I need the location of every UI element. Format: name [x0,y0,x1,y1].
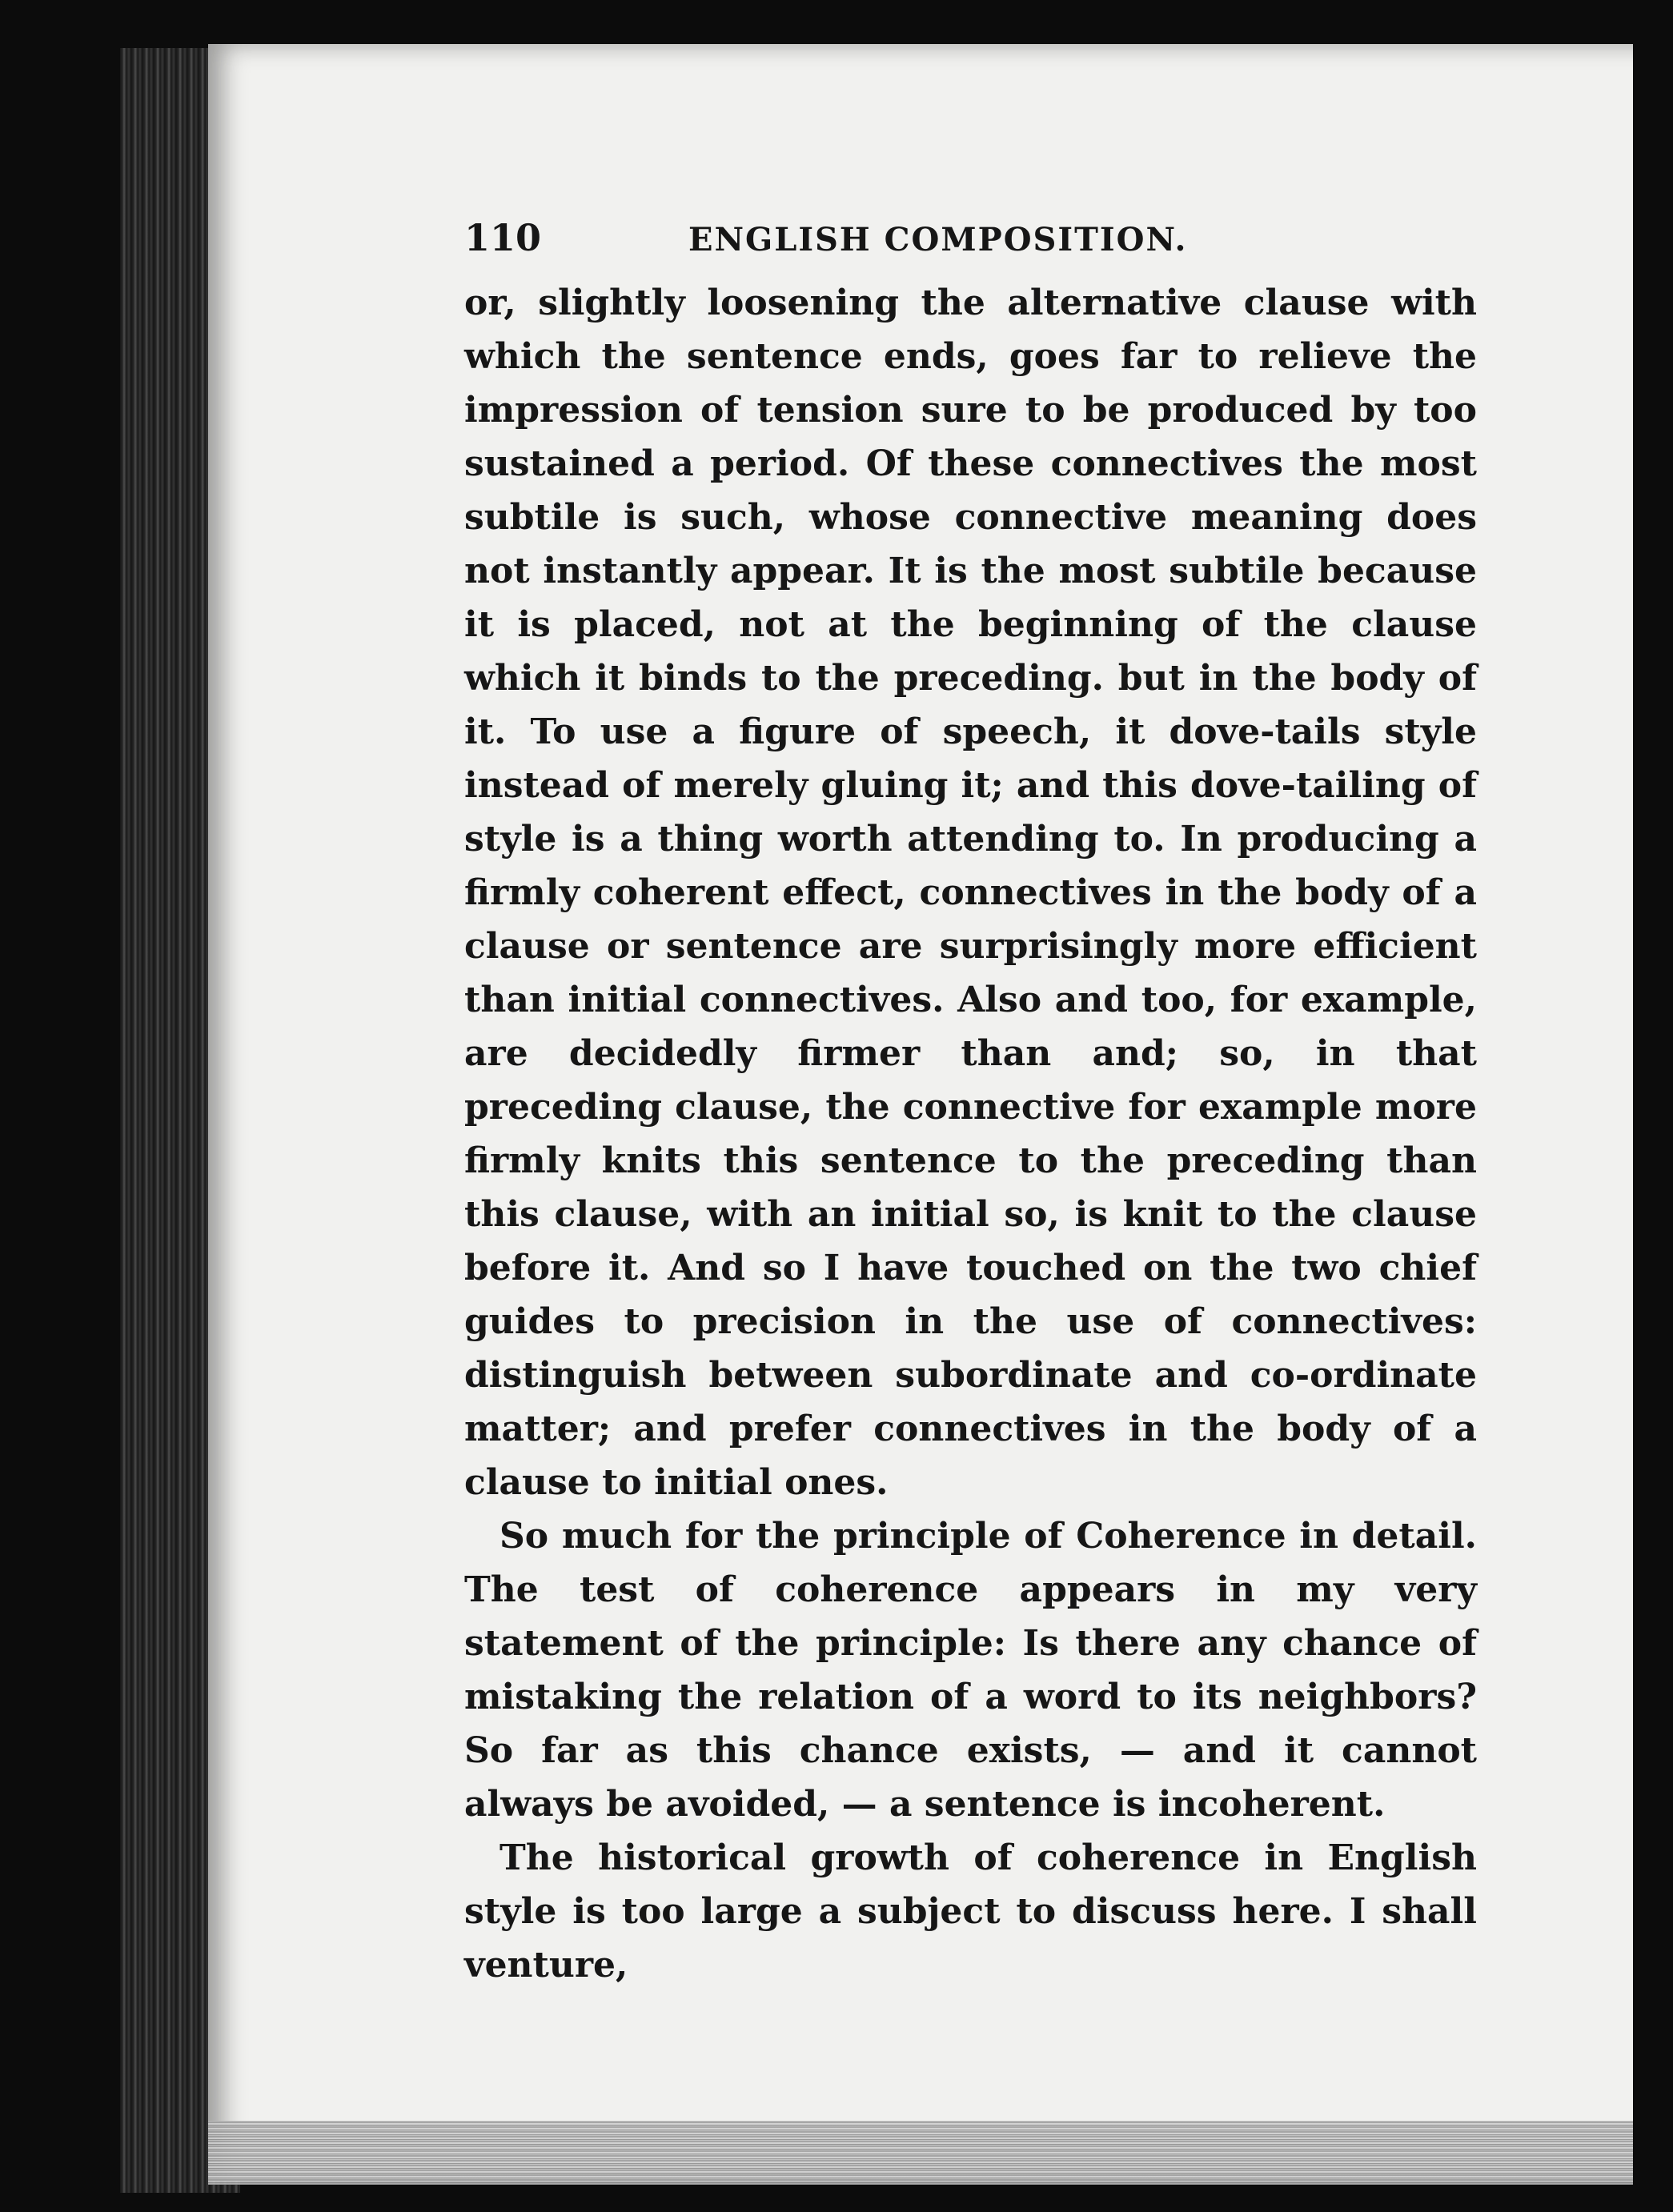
paragraph-historical-growth: The historical growth of coherence in English style is too large a subject to discuss here. I shall venture, [464,1837,1477,1986]
scan-border [1633,44,1673,2197]
page-stack-edge [208,2121,1649,2185]
paragraph-coherence-test: So much for the principle of Coherence in detail. The test of coherence appears in my very statement of the principle: Is there any chance of mistaking the relation of a word to its neighbors? So far as this chance exists, — and it cannot always be avoided, — a sentence is incoherent. [464,1516,1477,1825]
page-content [464,216,1477,1992]
page-header [464,216,1477,276]
paragraph-connectives: or, slightly loosening the alternative clause with which the sentence ends, goes far to relieve the impression of tension sure to be produced by too sustained a period. Of these connectives the most subtile is such, whose connective meaning does not instantly appear. It is the most subtile because it is placed, not at the beginning of the clause which it binds to the preceding. but in the body of it. To use a figure of speech, it dove-tails style instead of merely gluing it; and this dove-tailing of style is a thing worth attending to. In producing a firmly coherent effect, connectives in the body of a clause or sentence are surprisingly more efficient than initial connectives. Also and too, for example, are decidedly firmer than and; so, in that preceding clause, the connective for example more firmly knits this sentence to the preceding than this clause, with an initial so, is knit to the clause before it. And so I have touched on the two chief guides to precision in the use of connectives: distinguish between subordinate and co-ordinate matter; and prefer connectives in the body of a clause to initial ones. [464,283,1477,1503]
running-head: ENGLISH COMPOSITION. [688,221,1188,258]
page-number: 110 [464,216,542,259]
